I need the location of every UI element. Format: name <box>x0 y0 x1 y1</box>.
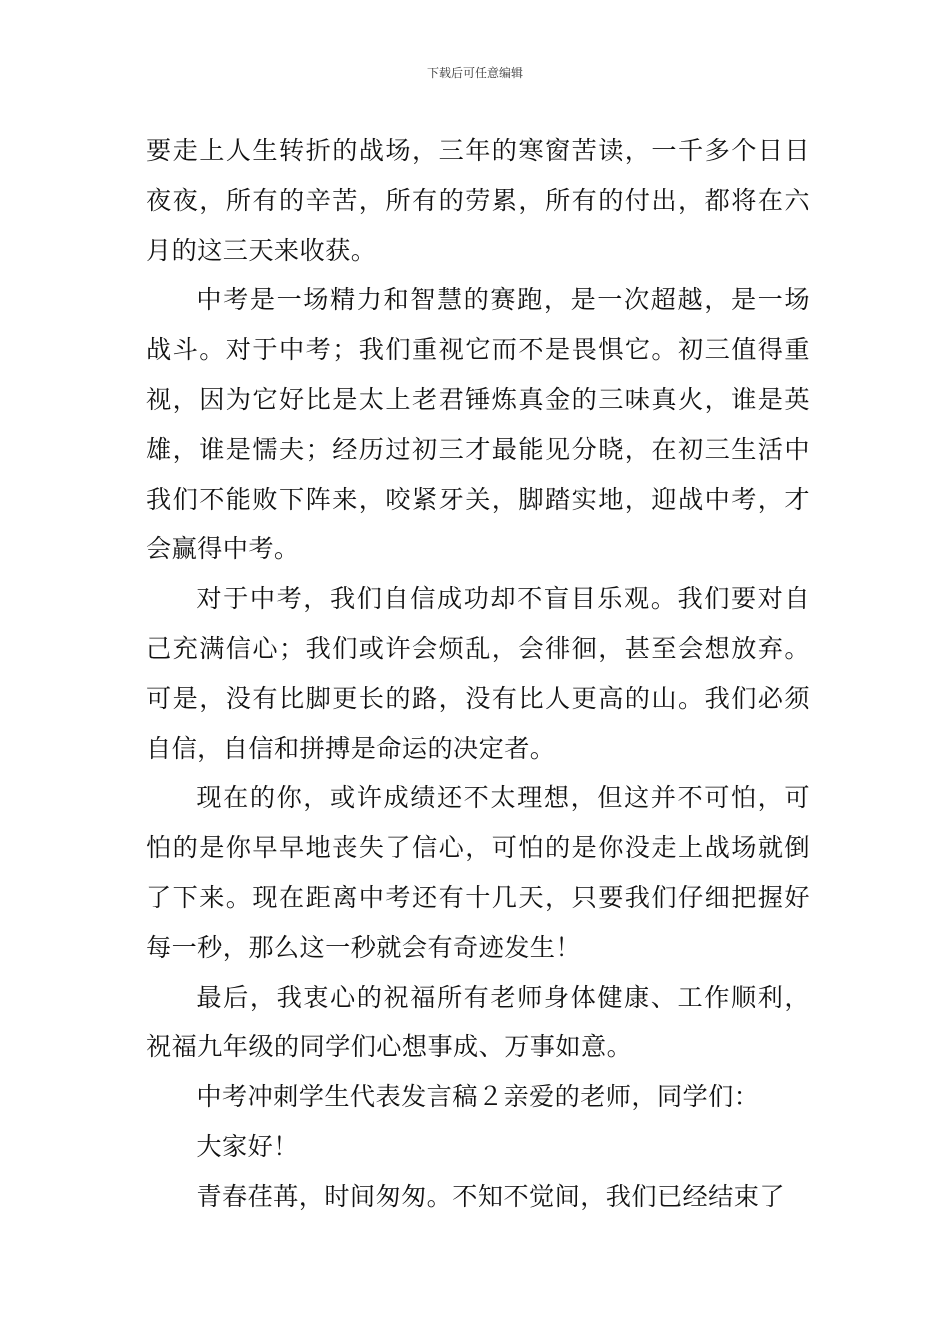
greeting-line: 大家好！ <box>196 1131 299 1161</box>
paragraph-continued: 要走上人生转折的战场，三年的寒窗苦读，一千多个日日夜夜，所有的辛苦，所有的劳累，所有的付出，都将在六月的这三天来收获。 <box>146 136 810 265</box>
paragraph: 青春荏苒，时间匆匆。不知不觉间，我们已经结束了 <box>196 1181 785 1211</box>
paragraph: 对于中考，我们自信成功却不盲目乐观。我们要对自己充满信心；我们或许会烦乱，会徘徊，甚至会想放弃。可是，没有比脚更长的路，没有比人更高的山。我们必须自信，自信和拼搏是命运的决定者。 <box>146 584 810 763</box>
paragraph: 中考是一场精力和智慧的赛跑，是一次超越，是一场战斗。对于中考；我们重视它而不是畏惧它。初三值得重视，因为它好比是太上老君锤炼真金的三味真火，谁是英雄，谁是懦夫；经历过初三才最能见分晓，在初三生活中我们不能败下阵来，咬紧牙关，脚踏实地，迎战中考，才会赢得中考。 <box>146 285 810 564</box>
paragraph: 现在的你，或许成绩还不太理想，但这并不可怕，可怕的是你早早地丧失了信心，可怕的是你没走上战场就倒了下来。现在距离中考还有十几天，只要我们仔细把握好每一秒，那么这一秒就会有奇迹发生！ <box>146 783 810 962</box>
document-body <box>146 126 810 1222</box>
page-header-note: 下载后可任意编辑 <box>426 66 523 80</box>
paragraph: 最后，我衷心的祝福所有老师身体健康、工作顺利，祝福九年级的同学们心想事成、万事如意。 <box>146 982 810 1062</box>
speech-title-line: 中考冲刺学生代表发言稿２亲爱的老师，同学们： <box>196 1082 760 1112</box>
